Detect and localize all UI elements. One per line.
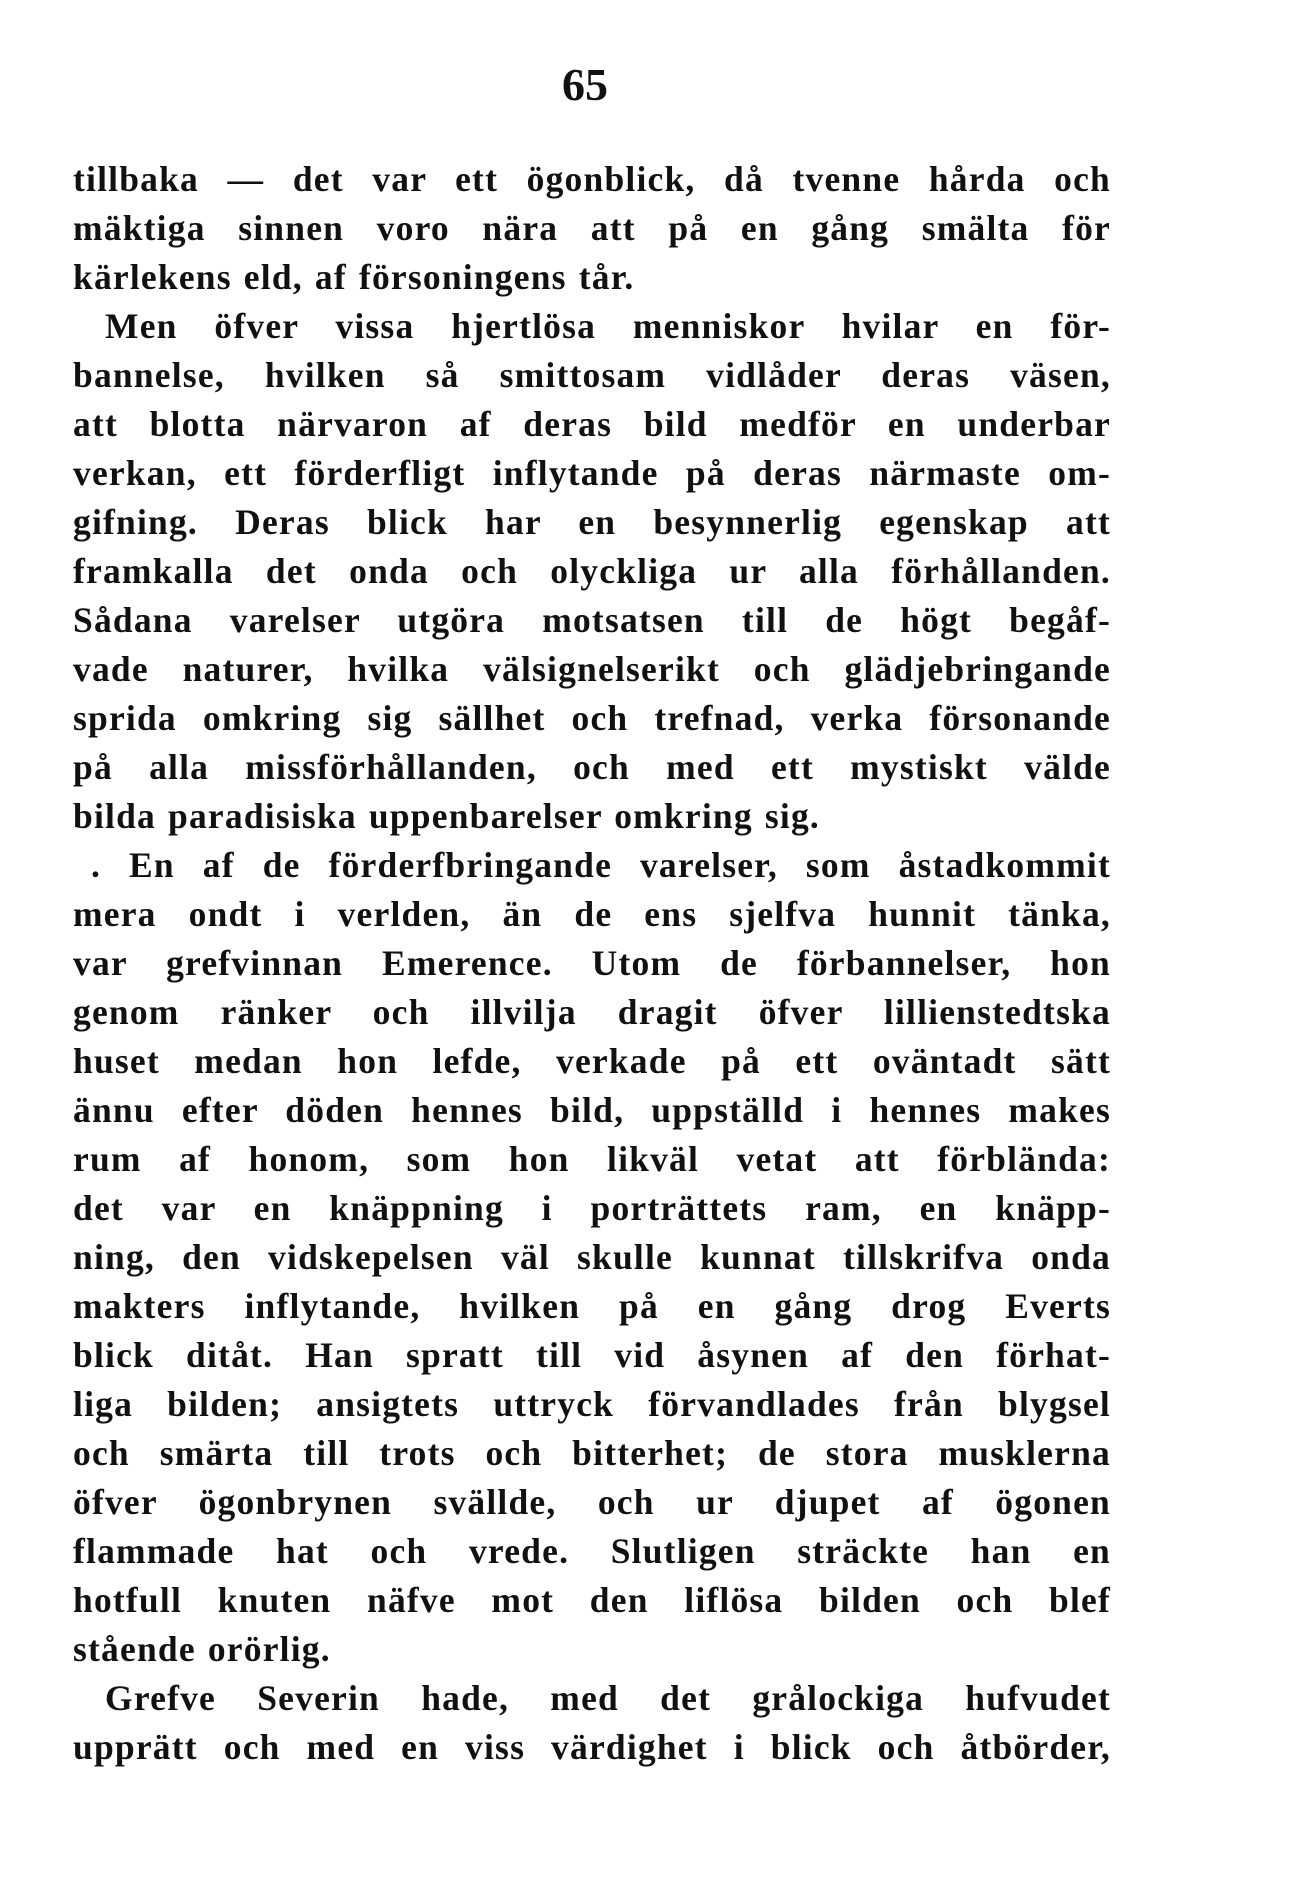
text-line: liga bilden; ansigtets uttryck förvandlades från blygsel	[73, 1384, 1111, 1424]
text-line: verkan, ett förderfligt inflytande på deras närmaste om-	[73, 453, 1111, 493]
text-line: och smärta till trots och bitterhet; de stora musklerna	[73, 1433, 1111, 1473]
text-line: på alla missförhållanden, och med ett mystiskt välde	[73, 747, 1111, 787]
text-line: rum af honom, som hon likväl vetat att förblända:	[73, 1139, 1111, 1179]
text-line: gifning. Deras blick har en besynnerlig egenskap att	[73, 502, 1111, 542]
body-text	[73, 155, 1111, 1772]
text-line: sprida omkring sig sällhet och trefnad, verka försonande	[73, 698, 1111, 738]
text-line: framkalla det onda och olyckliga ur alla förhållanden.	[73, 551, 1111, 591]
text-line: öfver ögonbrynen svällde, och ur djupet af ögonen	[73, 1482, 1111, 1522]
text-line: vade naturer, hvilka välsignelserikt och glädjebringande	[73, 649, 1111, 689]
text-line: hotfull knuten näfve mot den liflösa bilden och blef	[73, 1580, 1111, 1620]
text-line: tillbaka — det var ett ögonblick, då tvenne hårda och	[73, 159, 1111, 199]
text-line: upprätt och med en viss värdighet i blick och åtbörder,	[73, 1727, 1111, 1767]
text-line: Men öfver vissa hjertlösa menniskor hvilar en för-	[105, 306, 1111, 346]
text-line: mera ondt i verlden, än de ens sjelfva hunnit tänka,	[73, 894, 1111, 934]
text-line: bilda paradisiska uppenbarelser omkring sig.	[73, 796, 820, 836]
page-number: 65	[562, 59, 608, 110]
text-line: Sådana varelser utgöra motsatsen till de högt begåf-	[73, 600, 1111, 640]
text-line: flammade hat och vrede. Slutligen sträckte han en	[73, 1531, 1111, 1571]
text-line: Grefve Severin hade, med det grålockiga hufvudet	[105, 1678, 1111, 1718]
text-line: var grefvinnan Emerence. Utom de förbannelser, hon	[73, 943, 1111, 983]
text-line: bannelse, hvilken så smittosam vidlåder deras väsen,	[73, 355, 1111, 395]
text-line: genom ränker och illvilja dragit öfver lillienstedtska	[73, 992, 1111, 1032]
text-line: . En af de förderfbringande varelser, som åstadkommit	[91, 845, 1111, 885]
text-line: ning, den vidskepelsen väl skulle kunnat tillskrifva onda	[73, 1237, 1111, 1277]
text-line: ännu efter döden hennes bild, uppställd i hennes makes	[73, 1090, 1111, 1130]
text-line: mäktiga sinnen voro nära att på en gång smälta för	[73, 208, 1111, 248]
text-line: stående orörlig.	[73, 1629, 331, 1669]
text-line: kärlekens eld, af försoningens tår.	[73, 257, 635, 297]
text-line: att blotta närvaron af deras bild medför en underbar	[73, 404, 1111, 444]
text-line: blick ditåt. Han spratt till vid åsynen af den förhat-	[73, 1335, 1111, 1375]
text-line: det var en knäppning i porträttets ram, en knäpp-	[73, 1188, 1111, 1228]
text-line: makters inflytande, hvilken på en gång drog Everts	[73, 1286, 1111, 1326]
text-line: huset medan hon lefde, verkade på ett oväntadt sätt	[73, 1041, 1111, 1081]
